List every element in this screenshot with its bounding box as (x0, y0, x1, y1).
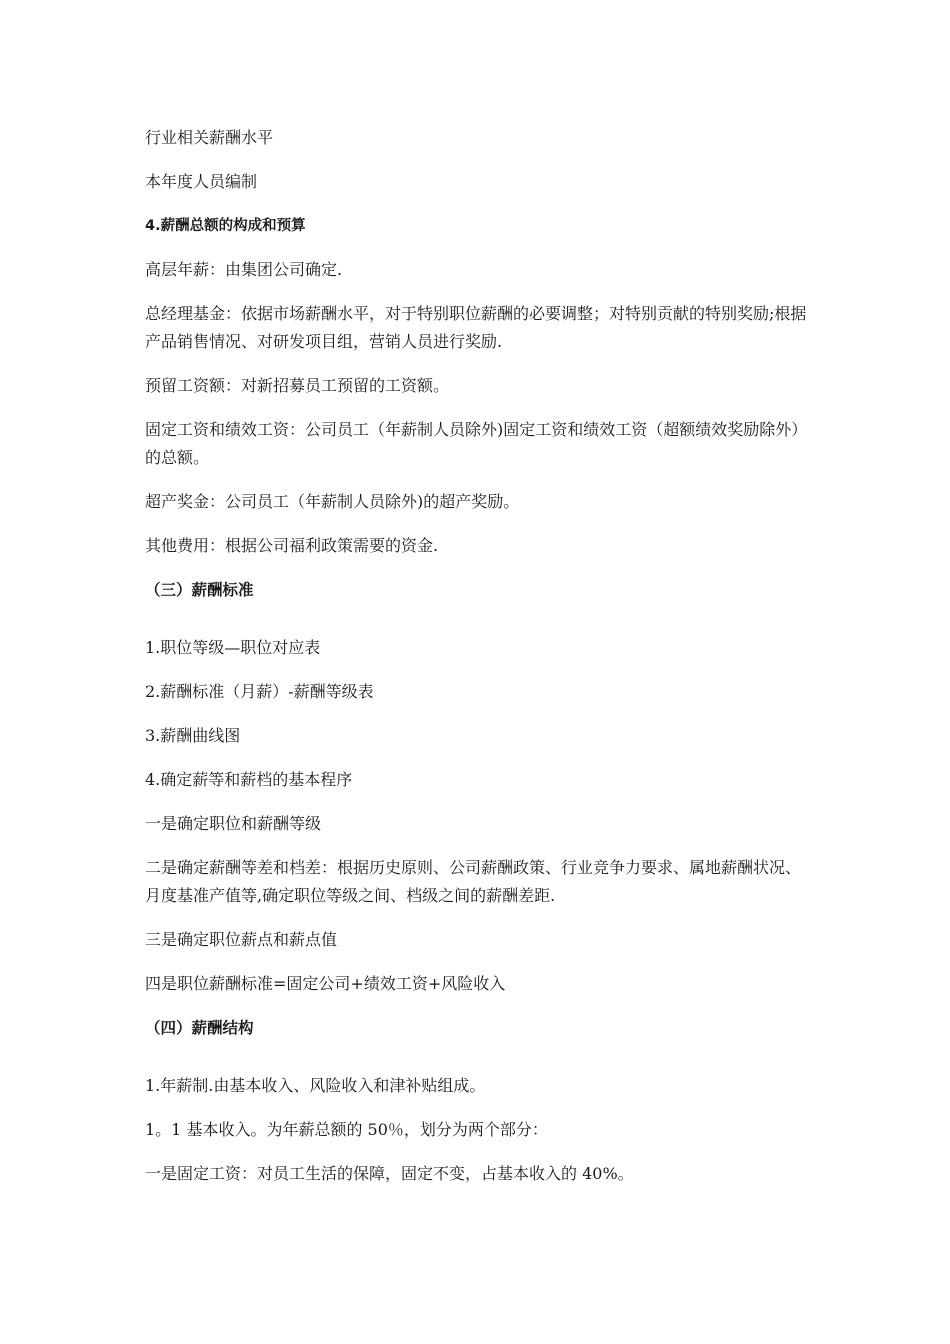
paragraph: 总经理基金：依据市场薪酬水平，对于特别职位薪酬的必要调整；对特别贡献的特别奖励;根据产品销售情况、对研发项目组，营销人员进行奖励. (145, 304, 807, 351)
paragraph: 3.薪酬曲线图 (145, 726, 241, 745)
numbered-heading: 4.薪酬总额的构成和预算 (145, 218, 306, 234)
paragraph: 超产奖金：公司员工（年薪制人员除外)的超产奖励。 (145, 492, 520, 511)
section-heading: （三）薪酬标准 (145, 581, 254, 599)
paragraph: 其他费用：根据公司福利政策需要的资金. (145, 536, 439, 555)
paragraph: 1.职位等级—职位对应表 (145, 638, 321, 657)
paragraph: 一是确定职位和薪酬等级 (145, 814, 322, 833)
paragraph: 预留工资额：对新招募员工预留的工资额。 (145, 376, 450, 395)
section-heading: （四）薪酬结构 (145, 1019, 254, 1037)
paragraph: 三是确定职位薪点和薪点值 (145, 930, 338, 949)
paragraph: 本年度人员编制 (145, 172, 258, 191)
paragraph: 四是职位薪酬标准=固定公司+绩效工资+风险收入 (145, 974, 506, 993)
paragraph: 高层年薪：由集团公司确定. (145, 260, 343, 279)
paragraph: 行业相关薪酬水平 (145, 128, 274, 147)
paragraph: 1.年薪制.由基本收入、风险收入和津补贴组成。 (145, 1076, 486, 1095)
paragraph: 一是固定工资：对员工生活的保障，固定不变，占基本收入的 40%。 (145, 1164, 634, 1183)
paragraph: 2.薪酬标准（月薪）-薪酬等级表 (145, 682, 374, 701)
paragraph: 二是确定薪酬等差和档差：根据历史原则、公司薪酬政策、行业竞争力要求、属地薪酬状况、月度基准产值等,确定职位等级之间、档级之间的薪酬差距. (145, 858, 802, 905)
paragraph: 4.确定薪等和薪档的基本程序 (145, 770, 353, 789)
document-body (145, 124, 810, 1204)
paragraph: 1。1 基本收入。为年薪总额的 50％，划分为两个部分： (145, 1120, 548, 1139)
paragraph: 固定工资和绩效工资：公司员工（年薪制人员除外)固定工资和绩效工资（超额绩效奖励除外）的总额。 (145, 420, 808, 467)
